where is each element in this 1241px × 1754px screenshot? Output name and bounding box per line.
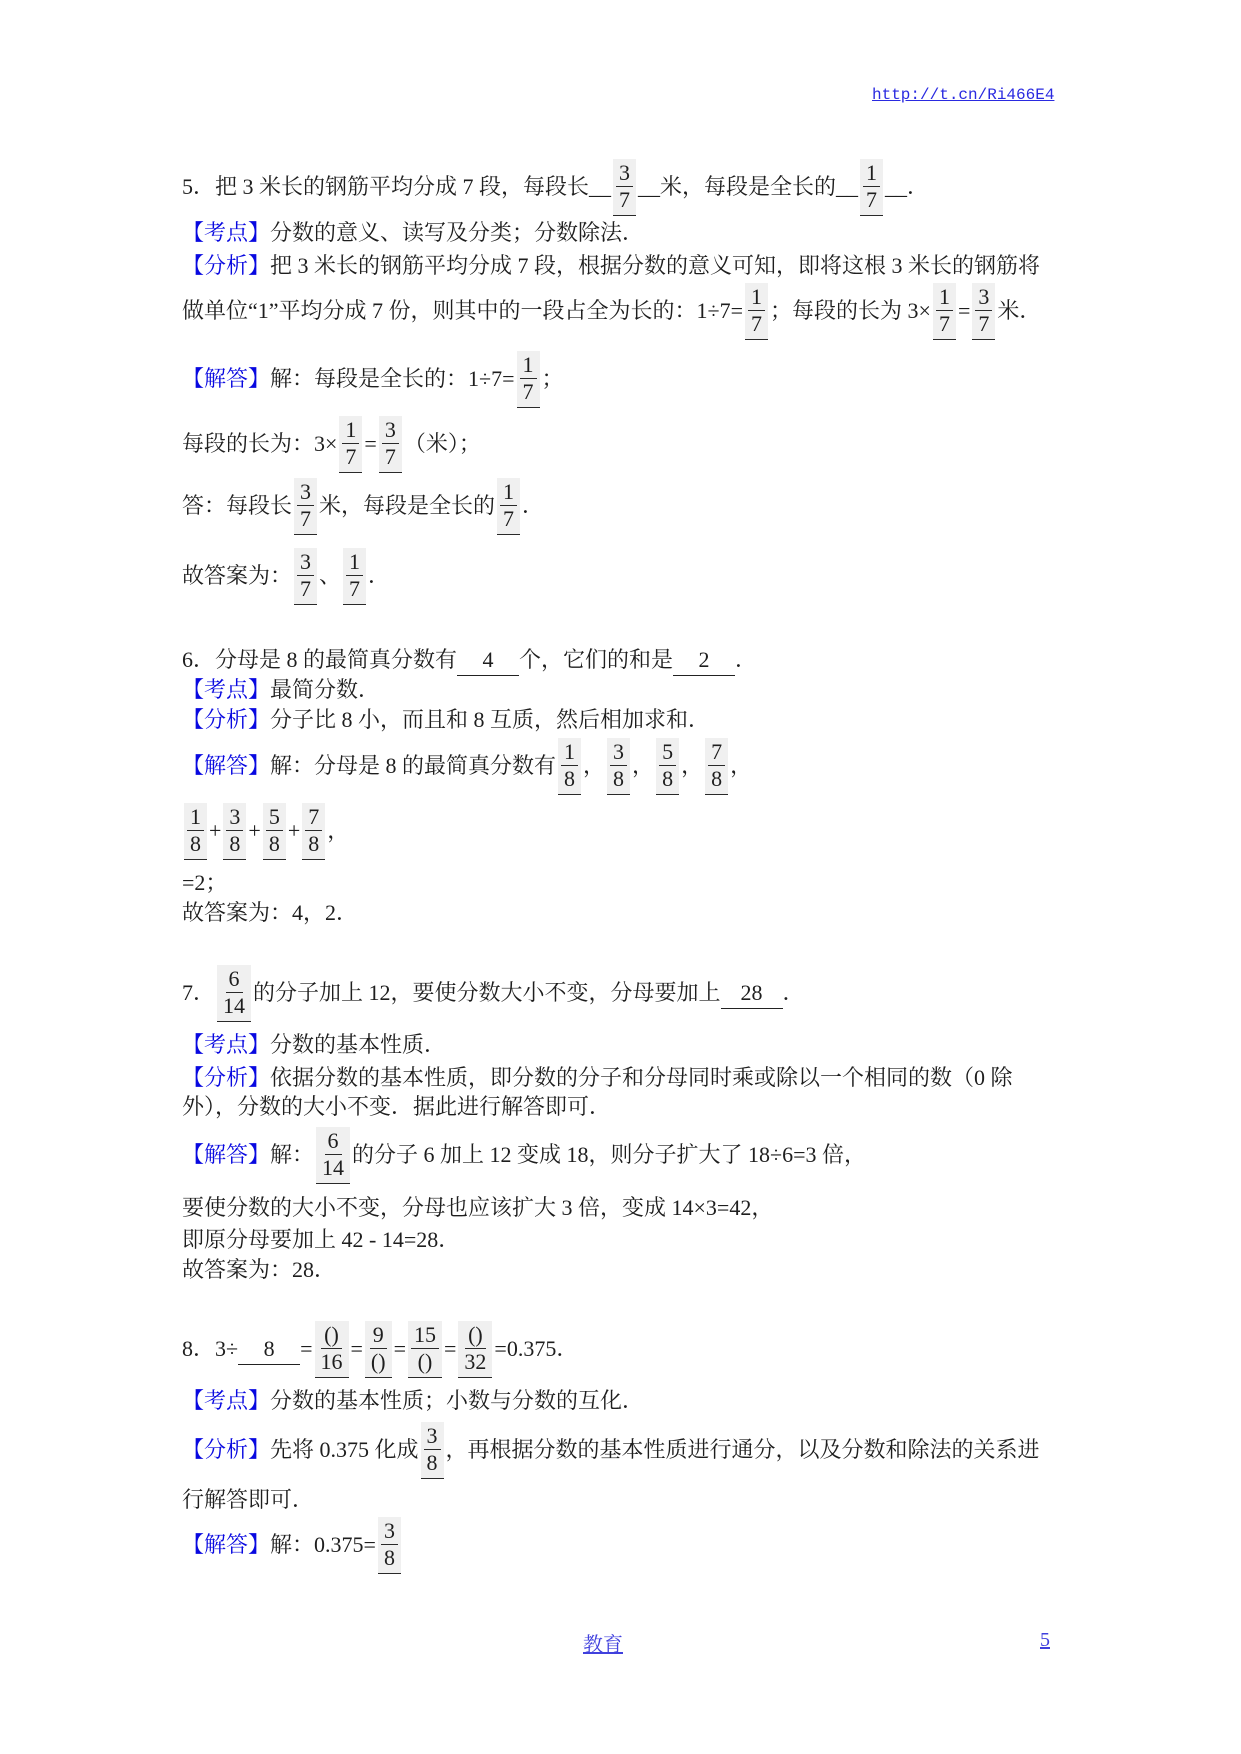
fraction-denominator: 7 xyxy=(300,505,312,531)
fraction xyxy=(217,965,251,1022)
fraction xyxy=(184,803,207,860)
fraction-numerator: 9 xyxy=(370,1322,387,1349)
fraction xyxy=(365,1321,392,1378)
fraction xyxy=(613,159,636,216)
q6-fenxi-text: 分子比 8 小，而且和 8 互质，然后相加求和． xyxy=(270,707,711,732)
text-run: __． xyxy=(885,174,930,199)
fraction-denominator: 7 xyxy=(384,443,396,469)
fraction xyxy=(517,351,540,408)
fraction-denominator: 7 xyxy=(751,310,763,336)
fraction-denominator: 14 xyxy=(322,1154,345,1180)
q6-jieda-text xyxy=(270,738,752,795)
q6-title xyxy=(182,645,757,675)
kaodian-tag: 【考点】 xyxy=(182,677,271,702)
text-run: ， xyxy=(681,753,704,778)
text-run: 7． xyxy=(182,980,216,1005)
text-run: 5．把 3 米长的钢筋平均分成 7 段，每段长__ xyxy=(182,174,612,199)
text-run: = xyxy=(444,1336,457,1361)
text-run: 故答案为： xyxy=(182,563,293,588)
text-run: ； xyxy=(541,366,564,391)
text-run: 解：0.375= xyxy=(270,1532,376,1557)
q6-eq-line: =2； xyxy=(182,870,228,895)
fraction-denominator: 8 xyxy=(564,765,576,791)
text-run: 每段的长为：3× xyxy=(182,431,338,456)
fenxi-tag: 【分析】 xyxy=(182,253,271,278)
fraction xyxy=(343,548,366,605)
q7-kaodian-line xyxy=(182,1030,446,1060)
q5-kaodian-text: 分数的意义、读写及分类；分数除法． xyxy=(270,220,645,245)
fraction-numerator: 7 xyxy=(305,804,322,831)
fraction-numerator: 3 xyxy=(382,417,399,444)
fraction-numerator: 1 xyxy=(936,284,953,311)
q8-jieda-text xyxy=(270,1517,403,1574)
text-run: ， xyxy=(583,753,606,778)
q7-fenxi-line-2: 外），分数的大小不变．据此进行解答即可． xyxy=(182,1094,612,1119)
fraction-numerator: 1 xyxy=(561,739,578,766)
text-run: ， xyxy=(632,753,655,778)
fraction-numerator: 3 xyxy=(975,284,992,311)
fraction xyxy=(339,416,362,473)
text-run: 先将 0.375 化成 xyxy=(270,1437,419,1462)
q7-fenxi-line-1 xyxy=(182,1063,1013,1093)
text-run: ， xyxy=(730,753,753,778)
text-run: = xyxy=(364,431,377,456)
text-run: __米，每段是全长的__ xyxy=(638,174,859,199)
q5-fenxi-text-1: 把 3 米长的钢筋平均分成 7 段，根据分数的意义可知，即将这根 3 米长的钢筋将 xyxy=(270,253,1041,278)
q5-jieda-text xyxy=(270,351,564,408)
q6-jieda-line xyxy=(182,735,752,797)
text-run: =0.375． xyxy=(494,1336,579,1361)
fraction xyxy=(705,738,728,795)
fraction-numerator: 3 xyxy=(297,479,314,506)
fraction-denominator: 32 xyxy=(464,1348,487,1374)
text-run: + xyxy=(248,818,261,843)
q5-title xyxy=(182,156,929,218)
jieda-tag: 【解答】 xyxy=(182,753,271,778)
answer-blank: 4 xyxy=(457,645,519,676)
fraction xyxy=(316,1127,350,1184)
text-run: ． xyxy=(522,493,545,518)
text-run: + xyxy=(287,818,301,843)
fraction xyxy=(656,738,679,795)
text-run: ，再根据分数的基本性质进行通分，以及分数和除法的关系进 xyxy=(445,1437,1040,1462)
fenxi-tag: 【分析】 xyxy=(182,1065,271,1090)
fraction xyxy=(302,803,325,860)
fraction-numerator: 7 xyxy=(708,739,725,766)
answer-blank: 2 xyxy=(673,645,735,676)
q5-jieda-line xyxy=(182,348,564,410)
text-run: 答：每段长 xyxy=(182,493,293,518)
fraction-denominator: 7 xyxy=(619,186,631,212)
q5-answer-line xyxy=(182,475,544,537)
text-run: 做单位“1”平均分成 7 份，则其中的一段占全为长的：1÷7= xyxy=(182,298,744,323)
q5-fenxi-line-1 xyxy=(182,251,1040,281)
fraction-denominator: 8 xyxy=(308,830,320,856)
text-run: 个，它们的和是 xyxy=(519,647,674,672)
fraction-numerator: 1 xyxy=(748,284,765,311)
fraction xyxy=(745,283,768,340)
fraction-denominator: 8 xyxy=(711,765,723,791)
fraction-numerator: 15 xyxy=(411,1322,439,1349)
text-run: 的分子加上 12，要使分数大小不变，分母要加上 xyxy=(253,980,721,1005)
kaodian-tag: 【考点】 xyxy=(182,1032,271,1057)
fraction-denominator: 7 xyxy=(866,186,878,212)
fraction-numerator: 1 xyxy=(863,160,880,187)
q5-length-line xyxy=(182,413,481,475)
fraction xyxy=(458,1321,492,1378)
text-run: 、 xyxy=(319,563,342,588)
q7-fenxi-text-1: 依据分数的基本性质，即分数的分子和分母同时乘或除以一个相同的数（0 除 xyxy=(270,1065,1013,1090)
fraction xyxy=(497,478,520,535)
q8-fenxi-text-1 xyxy=(270,1422,1040,1479)
fraction-numerator: () xyxy=(321,1322,342,1349)
kaodian-tag: 【考点】 xyxy=(182,220,271,245)
fraction-denominator: 7 xyxy=(522,378,534,404)
text-run: = xyxy=(300,1336,313,1361)
fraction xyxy=(378,1517,401,1574)
fraction-numerator: 5 xyxy=(659,739,676,766)
fraction xyxy=(972,283,995,340)
fraction xyxy=(607,738,630,795)
q7-title xyxy=(182,962,805,1024)
q7-step-line-3: 即原分母要加上 42 - 14=28． xyxy=(182,1227,461,1252)
fraction-denominator: 8 xyxy=(383,1544,395,1570)
header-short-link[interactable]: http://t.cn/Ri466E4 xyxy=(872,86,1055,104)
fraction xyxy=(379,416,402,473)
fraction-numerator: 1 xyxy=(520,352,537,379)
fraction xyxy=(294,478,317,535)
fraction-denominator: 7 xyxy=(300,575,312,601)
text-run: + xyxy=(209,818,222,843)
jieda-tag: 【解答】 xyxy=(182,1142,271,1167)
q6-kaodian-text: 最简分数． xyxy=(270,677,381,702)
fenxi-tag: 【分析】 xyxy=(182,707,271,732)
q8-kaodian-line xyxy=(182,1386,644,1416)
fraction-denominator: 14 xyxy=(223,992,246,1018)
fraction xyxy=(315,1321,349,1378)
fraction-denominator: 7 xyxy=(978,310,990,336)
fraction-denominator: 8 xyxy=(190,830,201,856)
answer-blank: 28 xyxy=(721,978,783,1009)
answer-blank: 8 xyxy=(238,1334,300,1365)
text-run: ． xyxy=(368,563,391,588)
fraction-denominator: () xyxy=(417,1348,433,1374)
text-run: 解：每段是全长的：1÷7= xyxy=(270,366,515,391)
fraction-numerator: 3 xyxy=(226,804,243,831)
fraction xyxy=(408,1321,442,1378)
kaodian-tag: 【考点】 xyxy=(182,1388,271,1413)
q8-kaodian-text: 分数的基本性质；小数与分数的互化． xyxy=(270,1388,645,1413)
text-run: 8．3÷ xyxy=(182,1336,239,1361)
text-run: ；每段的长为 3× xyxy=(770,298,931,323)
q5-kaodian-line xyxy=(182,218,644,248)
q7-final-answer-line: 故答案为：28． xyxy=(182,1257,337,1282)
fraction-numerator: 6 xyxy=(226,966,243,993)
q6-sum-line xyxy=(182,800,349,862)
fraction-numerator: 1 xyxy=(342,417,359,444)
fraction-denominator: () xyxy=(370,1348,386,1374)
fraction-numerator: 3 xyxy=(297,549,314,576)
fenxi-tag: 【分析】 xyxy=(182,1437,271,1462)
text-run: 米． xyxy=(997,298,1042,323)
fraction xyxy=(294,548,317,605)
fraction-denominator: 8 xyxy=(426,1449,438,1475)
footer-site-link[interactable]: 教育 xyxy=(583,1634,623,1656)
fraction-denominator: 7 xyxy=(503,505,515,531)
fraction-numerator: 5 xyxy=(266,804,283,831)
fraction-denominator: 7 xyxy=(345,443,357,469)
fraction xyxy=(421,1422,444,1479)
fraction-denominator: 8 xyxy=(229,830,241,856)
text-run: = xyxy=(957,298,971,323)
q6-fenxi-line xyxy=(182,705,710,735)
fraction-numerator: 1 xyxy=(187,804,204,831)
fraction-numerator: 3 xyxy=(381,1518,398,1545)
fraction-numerator: 1 xyxy=(346,549,363,576)
jieda-tag: 【解答】 xyxy=(182,366,271,391)
fraction-numerator: 3 xyxy=(424,1423,441,1450)
text-run: = xyxy=(350,1336,363,1361)
fraction-denominator: 7 xyxy=(349,575,361,601)
fraction xyxy=(860,159,883,216)
text-run: 解： xyxy=(270,1142,315,1167)
fraction xyxy=(223,803,246,860)
q7-jieda-line xyxy=(182,1124,866,1186)
fraction xyxy=(558,738,581,795)
fraction-denominator: 8 xyxy=(662,765,674,791)
text-run: 6．分母是 8 的最简真分数有 xyxy=(182,647,458,672)
q8-jieda-line xyxy=(182,1514,403,1576)
fraction-denominator: 16 xyxy=(320,1348,343,1374)
jieda-tag: 【解答】 xyxy=(182,1532,271,1557)
text-run: （米）； xyxy=(403,431,481,456)
text-run: = xyxy=(393,1336,406,1361)
fraction-denominator: 7 xyxy=(938,310,950,336)
text-run: 的分子 6 加上 12 变成 18，则分子扩大了 18÷6=3 倍， xyxy=(352,1142,867,1167)
q7-jieda-text xyxy=(270,1127,866,1184)
q6-final-answer-line: 故答案为：4，2． xyxy=(182,900,359,925)
q8-fenxi-line-1 xyxy=(182,1419,1040,1481)
q7-step-line-2: 要使分数的大小不变，分母也应该扩大 3 倍，变成 14×3=42， xyxy=(182,1195,774,1220)
q5-fenxi-line-2 xyxy=(182,280,1041,342)
fraction-numerator: 6 xyxy=(325,1128,342,1155)
fraction-numerator: () xyxy=(465,1322,486,1349)
text-run: 米，每段是全长的 xyxy=(319,493,496,518)
fraction-numerator: 3 xyxy=(610,739,627,766)
q8-title xyxy=(182,1318,578,1380)
text-run: ， xyxy=(327,818,350,843)
fraction-numerator: 1 xyxy=(500,479,517,506)
fraction xyxy=(263,803,286,860)
text-run: ． xyxy=(735,647,758,672)
fraction xyxy=(933,283,956,340)
fraction-denominator: 8 xyxy=(268,830,280,856)
q7-kaodian-text: 分数的基本性质． xyxy=(270,1032,447,1057)
fraction-numerator: 3 xyxy=(616,160,633,187)
footer-page-number[interactable]: 5 xyxy=(1040,1629,1050,1651)
text-run: 解：分母是 8 的最简真分数有 xyxy=(270,753,557,778)
q5-final-answer-line xyxy=(182,545,390,607)
fraction-denominator: 8 xyxy=(613,765,625,791)
q6-kaodian-line xyxy=(182,675,380,705)
text-run: ． xyxy=(782,980,805,1005)
q8-fenxi-line-2: 行解答即可． xyxy=(182,1487,315,1512)
